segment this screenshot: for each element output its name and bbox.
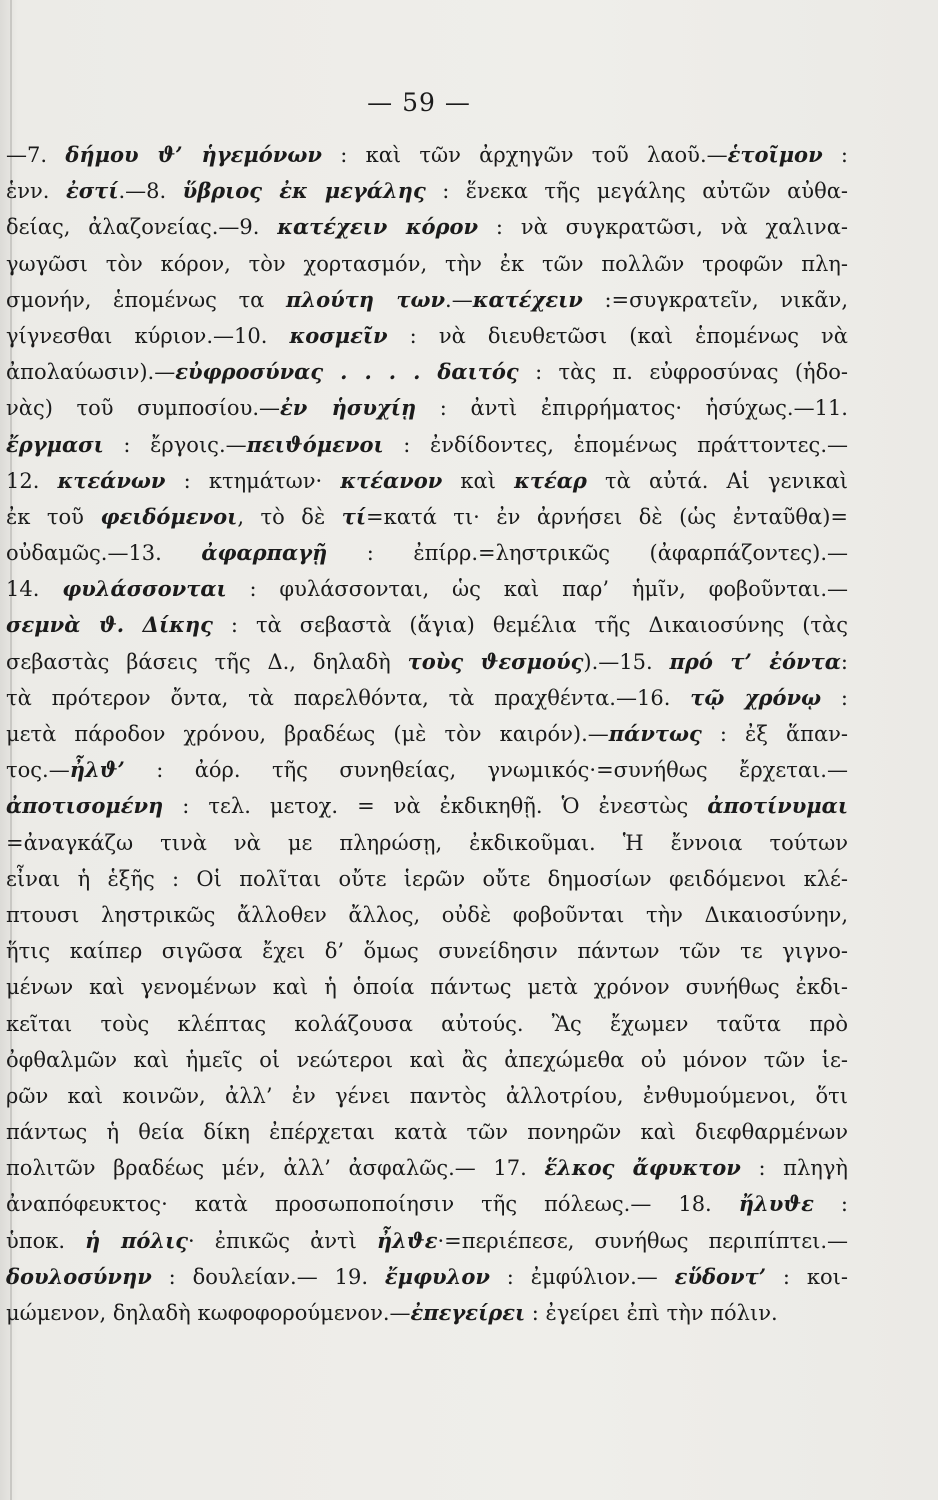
text-line	[6, 1078, 848, 1114]
text-line	[6, 861, 848, 897]
commentary-segment: :	[840, 649, 848, 674]
commentary-segment: : νὰ συγκρατῶσι, νὰ χαλινα-	[478, 215, 848, 240]
text-line	[6, 354, 848, 390]
commentary-segment: .—8.	[118, 179, 183, 204]
lemma-term: φυλάσσονται	[62, 576, 227, 602]
commentary-text	[6, 137, 848, 1331]
lemma-term: τῷ χρόνῳ	[690, 684, 822, 710]
commentary-segment: γωγῶσι τὸν κόρον, τὸν χορτασμόν, τὴν ἐκ τῶν πολλῶν τροφῶν πλη-	[6, 251, 848, 276]
commentary-segment: —7.	[6, 143, 66, 167]
lemma-term: κτέαρ	[514, 467, 587, 493]
commentary-segment: : ἕνεκα τῆς μεγάλης αὐτῶν αὐθα-	[425, 179, 848, 204]
commentary-segment: τὰ αὐτά. Αἱ γενικαὶ	[586, 468, 848, 493]
commentary-segment: σμονήν, ἑπομένως τα	[6, 287, 286, 312]
commentary-segment: ἀπολαύωσιν).—	[6, 360, 176, 385]
text-line	[6, 825, 848, 861]
lemma-term: ἦλϑ’	[69, 757, 125, 783]
commentary-segment: οὐδαμῶς.—13.	[6, 541, 202, 566]
text-line	[6, 680, 848, 716]
commentary-segment: μετὰ πάροδον χρόνου, βραδέως (μὲ τὸν καιρόν).—	[6, 722, 609, 746]
commentary-segment: : ἀόρ. τῆς συνηθείας, γνωμικός·=συνήθως ἔρχεται.—	[124, 758, 848, 783]
commentary-segment: ἐκ τοῦ	[6, 504, 101, 529]
text-line	[6, 1259, 848, 1295]
lemma-term: ὕβριος ἐκ μεγάλης	[182, 178, 426, 204]
commentary-segment: : τὰς π. εὐφροσύνας (ἡδο-	[518, 360, 848, 385]
lemma-term: ἐπεγείρει	[410, 1300, 526, 1325]
commentary-segment: ·=περιέπεσε, συνήθως περιπίπτει.—	[437, 1228, 848, 1253]
commentary-segment: : ἔργοις.—	[103, 432, 247, 457]
commentary-segment: : ἐξ ἅπαν-	[701, 722, 848, 746]
commentary-segment: ὑποκ.	[6, 1228, 86, 1253]
commentary-segment: 12.	[6, 468, 58, 493]
text-line	[6, 390, 848, 426]
lemma-term: ἦλϑε	[376, 1227, 438, 1253]
text-line	[6, 137, 848, 173]
lemma-term: ἡ πόλις	[85, 1227, 189, 1253]
lemma-term: ἀφαρπαγῇ	[201, 540, 328, 566]
commentary-segment: : φυλάσσονται, ὡς καὶ παρ’ ἡμῖν, φοβοῦνται.—	[226, 577, 848, 602]
text-line	[6, 752, 848, 788]
commentary-segment: 14.	[6, 577, 63, 602]
lemma-term: πρό τ’ ἐόντα	[669, 648, 841, 674]
text-line	[6, 282, 848, 318]
commentary-segment: : τὰ σεβαστὰ (ἅγια) θεμέλια τῆς Δικαιοσύνης (τὰς	[212, 613, 848, 638]
text-line	[6, 1295, 848, 1331]
lemma-term: εὐφροσύνας . . . . δαιτός	[175, 359, 519, 385]
lemma-term: ἔμφυλον	[384, 1263, 490, 1289]
text-line	[6, 788, 848, 824]
text-line	[6, 209, 848, 245]
text-line	[6, 897, 848, 933]
commentary-segment: σεβαστὰς βάσεις τῆς Δ., δηλαδὴ	[6, 649, 408, 674]
lemma-term: ἕλκος ἄφυκτον	[544, 1155, 741, 1181]
text-line	[6, 607, 848, 643]
commentary-segment: : ἐμφύλιον.—	[489, 1264, 675, 1289]
lemma-term: κατέχειν κόρον	[277, 214, 479, 240]
commentary-segment: νὰς) τοῦ συμποσίου.—	[6, 396, 281, 421]
text-line	[6, 318, 848, 354]
text-line	[6, 427, 848, 463]
lemma-term: δουλοσύνην	[6, 1263, 152, 1289]
lemma-term: ἀποτίνυμαι	[707, 793, 848, 819]
lemma-term: κατέχειν	[472, 286, 583, 312]
commentary-segment: ὀφθαλμῶν καὶ ἡμεῖς οἱ νεώτεροι καὶ ἂς ἀπεχώμεθα οὐ μόνον τῶν ἱε-	[6, 1047, 848, 1072]
commentary-segment: : κτημάτων·	[165, 468, 341, 493]
text-line	[6, 246, 848, 282]
text-line	[6, 716, 848, 752]
commentary-segment: κεῖται τοὺς κλέπτας κολάζουσα αὐτούς. Ἂς ἔχωμεν ταῦτα πρὸ	[6, 1011, 848, 1036]
commentary-segment: γίγνεσθαι κύριον.—10.	[6, 323, 290, 348]
commentary-segment: :	[822, 143, 848, 167]
commentary-segment: : ἐνδίδοντες, ἑπομένως πράττοντες.—	[383, 432, 848, 457]
text-line	[6, 571, 848, 607]
text-line	[6, 535, 848, 571]
commentary-segment: ).—15.	[583, 649, 670, 674]
text-line	[6, 933, 848, 969]
commentary-segment: : ἐγείρει ἐπὶ τὴν πόλιν.	[525, 1301, 778, 1325]
text-line	[6, 644, 848, 680]
lemma-term: πάντως	[608, 721, 702, 746]
lemma-term: κοσμεῖν	[289, 322, 388, 348]
commentary-segment: ἑνν.	[6, 179, 66, 204]
lemma-term: ἐστί	[65, 178, 119, 204]
commentary-segment: : δουλείαν.— 19.	[151, 1264, 385, 1289]
commentary-segment: ἀναπόφευκτος· κατὰ προσωποποίησιν τῆς πόλεως.— 18.	[6, 1192, 739, 1217]
page-number: — 59 —	[367, 88, 471, 117]
commentary-segment: δείας, ἀλαζονείας.—9.	[6, 215, 278, 240]
commentary-segment: μένων καὶ γενομένων καὶ ἡ ὁποία πάντως μετὰ χρόνον συνήθως ἐκδι-	[6, 975, 848, 1000]
commentary-segment: καὶ	[442, 468, 515, 493]
lemma-term: φειδόμενοι	[100, 503, 238, 529]
text-line	[6, 1114, 848, 1150]
text-line	[6, 463, 848, 499]
lemma-term: ἀποτισομένη	[6, 793, 164, 819]
commentary-segment: :=συγκρατεῖν, νικᾶν,	[582, 287, 848, 312]
commentary-segment: τὰ πρότερον ὄντα, τὰ παρελθόντα, τὰ πραχθέντα.—16.	[6, 685, 691, 710]
commentary-segment: : τελ. μετοχ. = νὰ ἐκδικηθῇ. Ὁ ἐνεστὼς	[163, 794, 708, 819]
text-line	[6, 173, 848, 209]
commentary-segment: =ἀναγκάζω τινὰ νὰ με πληρώσῃ, ἐκδικοῦμαι. Ἡ ἔννοια τούτων	[6, 830, 848, 855]
commentary-segment: : ἀντὶ ἐπιρρήματος· ἡσύχως.—11.	[416, 396, 848, 421]
commentary-segment: πάντως ἡ θεία δίκη ἐπέρχεται κατὰ τῶν πονηρῶν καὶ διεφθαρμένων	[6, 1120, 848, 1145]
lemma-term: ἑτοῖμον	[727, 142, 823, 167]
commentary-segment: πτουσι ληστρικῶς ἄλλοθεν ἄλλος, οὐδὲ φοβοῦνται τὴν Δικαιοσύνην,	[6, 902, 848, 927]
lemma-term: εὕδοντ’	[674, 1263, 767, 1289]
text-line	[6, 1006, 848, 1042]
commentary-segment: μώμενον, δηλαδὴ κωφοφορούμενον.—	[6, 1301, 411, 1325]
commentary-segment: : καὶ τῶν ἀρχηγῶν τοῦ λαοῦ.—	[321, 143, 728, 167]
commentary-segment: ρῶν καὶ κοινῶν, ἀλλ’ ἐν γένει παντὸς ἀλλοτρίου, ἐνθυμούμενοι, ὅτι	[6, 1083, 848, 1108]
lemma-term: κτεάνων	[57, 467, 166, 493]
lemma-term: ἔργμασι	[6, 431, 104, 457]
commentary-segment: =κατά τι· ἐν ἀρνήσει δὲ (ὡς ἐνταῦθα)=	[366, 504, 848, 529]
commentary-segment: ἥτις καίπερ σιγῶσα ἔχει δ’ ὅμως συνείδησιν πάντων τῶν τε γιγνο-	[6, 939, 848, 964]
lemma-term: τί	[341, 503, 367, 529]
text-line	[6, 969, 848, 1005]
lemma-term: σεμνὰ ϑ. Δίκης	[6, 612, 213, 638]
commentary-segment: :	[821, 685, 848, 710]
commentary-segment: .—	[445, 287, 473, 312]
commentary-segment: εἶναι ἡ ἑξῆς : Οἱ πολῖται οὔτε ἱερῶν οὔτε δημοσίων φειδόμενοι κλέ-	[6, 866, 848, 891]
lemma-term: κτέανον	[340, 467, 443, 493]
commentary-segment: , τὸ δὲ	[237, 504, 342, 529]
text-line	[6, 499, 848, 535]
commentary-segment: τος.—	[6, 758, 70, 783]
lemma-term: πειϑόμενοι	[246, 431, 384, 457]
lemma-term: ἐν ἡσυχίῃ	[280, 395, 417, 421]
commentary-segment: : πληγὴ	[740, 1156, 848, 1181]
lemma-term: ἤλυϑε	[738, 1191, 814, 1217]
text-line	[6, 1042, 848, 1078]
commentary-segment: · ἐπικῶς ἀντὶ	[188, 1228, 377, 1253]
commentary-segment: πολιτῶν βραδέως μέν, ἀλλ’ ἀσφαλῶς.— 17.	[6, 1156, 545, 1181]
lemma-term: δήμου ϑ’ ἡγεμόνων	[65, 142, 322, 167]
commentary-segment: : κοι-	[766, 1264, 848, 1289]
commentary-segment: : νὰ διευθετῶσι (καὶ ἑπομένως νὰ	[387, 323, 848, 348]
text-line	[6, 1186, 848, 1222]
text-line	[6, 1150, 848, 1186]
lemma-term: πλούτη των	[286, 286, 446, 312]
text-line	[6, 1223, 848, 1259]
commentary-segment: :	[813, 1192, 848, 1217]
lemma-term: τοὺς ϑεσμούς	[407, 648, 584, 674]
commentary-segment: : ἐπίρρ.=ληστρικῶς (ἀφαρπάζοντες).—	[327, 541, 848, 566]
